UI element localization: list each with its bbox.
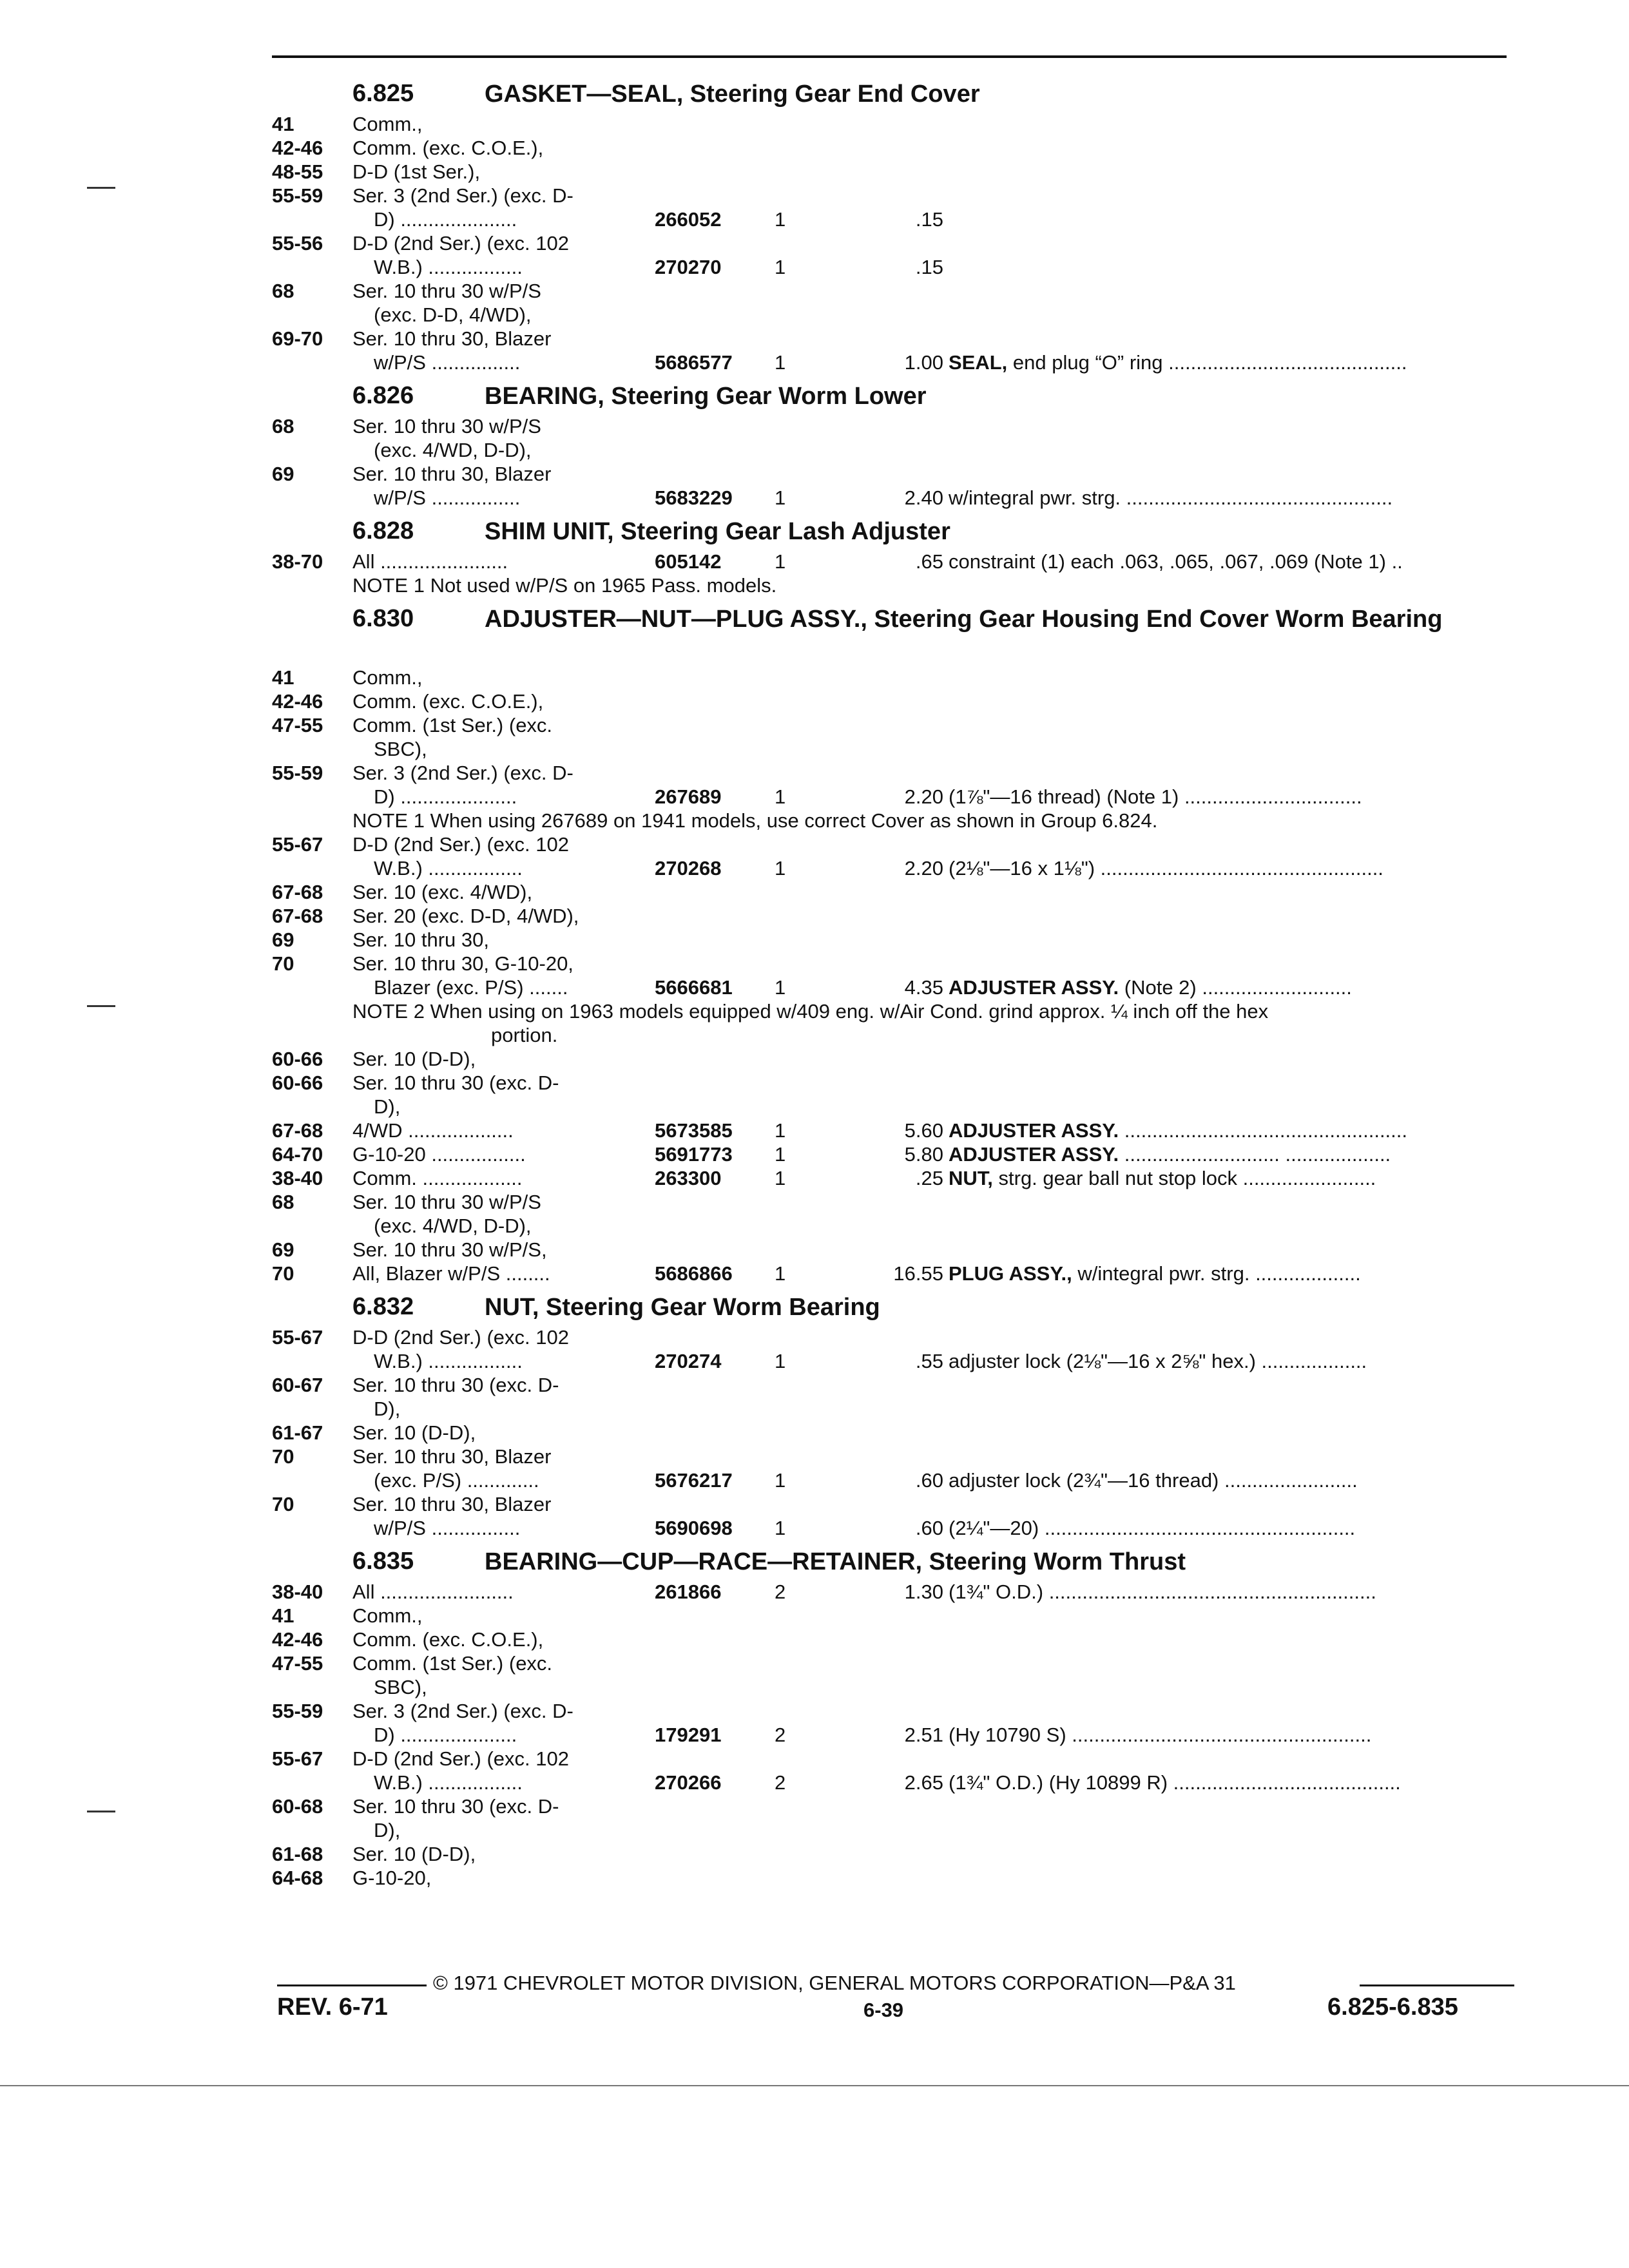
parts-row [272,486,1516,510]
application-description: G-10-20 ................. [352,1143,526,1166]
model-years: 61-68 [272,1843,323,1865]
part-remarks [949,1468,1516,1492]
model-years: 55-67 [272,833,323,856]
remarks-text: (Hy 10790 S) ...................................................... [949,1724,1372,1746]
part-remarks [949,1262,1516,1285]
model-years: 64-70 [272,1143,323,1166]
quantity: 1 [775,976,786,999]
remarks-text: ................................................... [1119,1119,1408,1142]
application-description: Comm. .................. [352,1167,523,1189]
parts-row [272,1747,1516,1771]
parts-row [272,1142,1516,1166]
list-price: 2.20 [904,857,943,879]
model-years: 69-70 [272,327,323,350]
quantity: 1 [775,351,786,374]
quantity: 1 [775,486,786,509]
application-description: (exc. 4/WD, D-D), [374,1215,532,1237]
part-number: 179291 [655,1724,722,1746]
parts-row [272,1166,1516,1190]
application-description: Ser. 10 thru 30, Blazer [352,463,552,485]
part-number: 270266 [655,1771,722,1794]
application-description: D), [374,1819,401,1841]
model-years: 70 [272,952,294,975]
part-name: ADJUSTER ASSY. [949,1119,1119,1142]
model-years: 38-40 [272,1581,323,1603]
footer-section-range: 6.825-6.835 [1327,1994,1458,2021]
parts-row [272,160,1516,184]
parts-row [272,1214,1516,1238]
part-number: 270268 [655,857,722,879]
application-description: w/P/S ................ [374,486,521,509]
model-years: 41 [272,666,294,689]
part-number: 270274 [655,1350,722,1372]
model-years: 68 [272,415,294,437]
model-years: 41 [272,113,294,135]
parts-row [272,462,1516,486]
application-description: Blazer (exc. P/S) ....... [374,976,568,999]
quantity: 1 [775,1469,786,1492]
section-title: BEARING, Steering Gear Worm Lower [485,383,927,410]
parts-row [272,351,1516,374]
quantity: 2 [775,1771,786,1794]
application-description: Comm., [352,666,423,689]
footnote-row [272,1023,1516,1047]
part-remarks [949,785,1516,809]
parts-row [272,1421,1516,1445]
quantity: 1 [775,1262,786,1285]
part-number: 5666681 [655,976,733,999]
list-price: 1.30 [904,1581,943,1603]
parts-row [272,1095,1516,1119]
application-description: Ser. 10 thru 30 (exc. D- [352,1072,559,1094]
part-number: 5691773 [655,1143,733,1166]
model-years: 47-55 [272,714,323,736]
application-description: Ser. 20 (exc. D-D, 4/WD), [352,905,579,927]
remarks-text: (1¾" O.D.) (Hy 10899 R) ......................................... [949,1771,1401,1794]
application-description: D) ..................... [374,785,517,808]
application-description: Ser. 10 (D-D), [352,1843,476,1865]
application-description: Ser. 10 thru 30, Blazer [352,1493,552,1515]
application-description: D), [374,1095,401,1118]
part-number: 5676217 [655,1469,733,1492]
footer-rule-right [1360,1984,1514,1986]
parts-row [272,1628,1516,1651]
list-price: .55 [915,1350,943,1372]
remarks-text: adjuster lock (2¾"—16 thread) ........................ [949,1469,1358,1492]
list-price: 5.60 [904,1119,943,1142]
list-price: .60 [915,1517,943,1539]
quantity: 1 [775,1143,786,1166]
section-header [272,1289,1516,1325]
parts-row [272,550,1516,573]
parts-row [272,1373,1516,1397]
model-years: 48-55 [272,160,323,183]
model-years: 60-67 [272,1374,323,1396]
application-description: D-D (2nd Ser.) (exc. 102 [352,232,569,255]
parts-row [272,279,1516,303]
parts-row [272,1468,1516,1492]
footnote-row [272,999,1516,1023]
footnote-row [272,809,1516,832]
application-description: (exc. D-D, 4/WD), [374,303,532,326]
parts-row [272,1818,1516,1842]
part-name: SEAL, [949,351,1008,374]
application-description: SBC), [374,1676,427,1698]
part-remarks [949,856,1516,880]
application-description: W.B.) ................. [374,1350,523,1372]
list-price: .60 [915,1469,943,1492]
model-years: 41 [272,1604,294,1627]
quantity: 1 [775,550,786,573]
application-description: w/P/S ................ [374,351,521,374]
parts-row [272,713,1516,737]
application-description: All ....................... [352,550,508,573]
margin-tick [87,187,115,189]
part-remarks [949,1349,1516,1373]
section-header [272,601,1516,666]
part-number: 266052 [655,208,722,231]
parts-row [272,1699,1516,1723]
list-price: 1.00 [904,351,943,374]
application-description: Ser. 10 thru 30 (exc. D- [352,1795,559,1818]
application-description: Comm. (1st Ser.) (exc. [352,1652,553,1675]
application-description: Ser. 10 (D-D), [352,1421,476,1444]
parts-row [272,303,1516,327]
model-years: 69 [272,463,294,485]
model-years: 55-67 [272,1326,323,1349]
parts-row [272,1492,1516,1516]
model-years: 67-68 [272,1119,323,1142]
footer-revision: REV. 6-71 [277,1994,388,2021]
list-price: .65 [915,550,943,573]
parts-row [272,1349,1516,1373]
part-number: 263300 [655,1167,722,1189]
section-title: SHIM UNIT, Steering Gear Lash Adjuster [485,518,950,545]
model-years: 42-46 [272,690,323,713]
part-remarks [949,1723,1516,1747]
application-description: Ser. 3 (2nd Ser.) (exc. D- [352,184,574,207]
remarks-text: (2¼"—20) ........................................................ [949,1517,1356,1539]
parts-row [272,666,1516,689]
application-description: W.B.) ................. [374,256,523,278]
section-number: 6.825 [352,80,414,107]
application-description: Ser. 10 thru 30, Blazer [352,327,552,350]
part-remarks [949,1516,1516,1540]
remarks-text: ............................ ................... [1119,1143,1391,1166]
application-description: (exc. P/S) ............. [374,1469,539,1492]
scan-edge-line [0,2085,1629,2086]
parts-row [272,1397,1516,1421]
parts-row [272,689,1516,713]
parts-row [272,1325,1516,1349]
part-name: NUT, [949,1167,993,1189]
part-remarks [949,975,1516,999]
application-description: D), [374,1398,401,1420]
model-years: 67-68 [272,905,323,927]
part-remarks [949,550,1516,573]
parts-row [272,1771,1516,1794]
parts-row [272,928,1516,952]
application-description: Ser. 10 thru 30, G-10-20, [352,952,574,975]
part-remarks [949,351,1516,374]
section-title: NUT, Steering Gear Worm Bearing [485,1294,880,1321]
parts-row [272,136,1516,160]
application-description: Ser. 10 thru 30 w/P/S [352,280,541,302]
remarks-text: (Note 2) ........................... [1119,976,1352,999]
model-years: 42-46 [272,1628,323,1651]
application-description: (exc. 4/WD, D-D), [374,439,532,461]
remarks-text: adjuster lock (2⅛"—16 x 2⅝" hex.) ................... [949,1350,1367,1372]
quantity: 2 [775,1581,786,1603]
parts-row [272,1651,1516,1675]
footer-page-number: 6-39 [863,1999,904,2021]
footnote-text: NOTE 2 When using on 1963 models equipped w/409 eng. w/Air Cond. grind approx. ¼ inch off the hex [352,1000,1269,1023]
parts-row [272,1119,1516,1142]
quantity: 1 [775,1517,786,1539]
application-description: Comm. (exc. C.O.E.), [352,137,544,159]
application-description: Comm. (exc. C.O.E.), [352,1628,544,1651]
list-price: 16.55 [893,1262,943,1285]
application-description: D-D (2nd Ser.) (exc. 102 [352,1747,569,1770]
remarks-text: w/integral pwr. strg. ................................................ [949,486,1393,509]
footer-copyright: © 1971 CHEVROLET MOTOR DIVISION, GENERAL MOTORS CORPORATION—P&A 31 [433,1972,1236,1994]
part-number: 261866 [655,1581,722,1603]
parts-row [272,1604,1516,1628]
model-years: 64-68 [272,1867,323,1889]
list-price: .15 [915,256,943,278]
quantity: 1 [775,857,786,879]
parts-listing [272,72,1516,1890]
application-description: Ser. 10 thru 30, Blazer [352,1445,552,1468]
list-price: 5.80 [904,1143,943,1166]
footnote-row [272,573,1516,597]
model-years: 38-40 [272,1167,323,1189]
parts-row [272,184,1516,207]
parts-row [272,1047,1516,1071]
model-years: 55-56 [272,232,323,255]
model-years: 61-67 [272,1421,323,1444]
model-years: 69 [272,928,294,951]
model-years: 55-59 [272,762,323,784]
part-number: 270270 [655,256,722,278]
quantity: 1 [775,256,786,278]
section-header [272,378,1516,414]
application-description: D-D (2nd Ser.) (exc. 102 [352,833,569,856]
part-number: 5673585 [655,1119,733,1142]
parts-row [272,856,1516,880]
section-number: 6.828 [352,517,414,544]
application-description: Comm. (1st Ser.) (exc. [352,714,553,736]
parts-row [272,832,1516,856]
list-price: 4.35 [904,976,943,999]
model-years: 68 [272,1191,294,1213]
quantity: 1 [775,785,786,808]
list-price: 2.20 [904,785,943,808]
parts-row [272,1866,1516,1890]
part-number: 5686866 [655,1262,733,1285]
remarks-text: strg. gear ball nut stop lock ........................ [992,1167,1376,1189]
model-years: 70 [272,1445,294,1468]
part-number: 605142 [655,550,722,573]
application-description: D) ..................... [374,208,517,231]
part-remarks [949,1142,1516,1166]
application-description: Ser. 3 (2nd Ser.) (exc. D- [352,762,574,784]
application-description: Comm., [352,113,423,135]
quantity: 1 [775,1167,786,1189]
section-number: 6.835 [352,1548,414,1575]
parts-row [272,1190,1516,1214]
parts-row [272,952,1516,975]
margin-tick [87,1005,115,1007]
parts-row [272,737,1516,761]
remarks-text: end plug “O” ring ........................................... [1007,351,1407,374]
application-description: All ........................ [352,1581,514,1603]
margin-tick [87,1811,115,1812]
parts-row [272,1238,1516,1262]
part-number: 267689 [655,785,722,808]
section-number: 6.830 [352,605,414,632]
application-description: w/P/S ................ [374,1517,521,1539]
application-description: D) ..................... [374,1724,517,1746]
parts-row [272,761,1516,785]
section-header [272,1544,1516,1580]
application-description: W.B.) ................. [374,1771,523,1794]
parts-row [272,1071,1516,1095]
footnote-text: portion. [491,1024,558,1046]
part-remarks [949,1771,1516,1794]
parts-row [272,975,1516,999]
parts-row [272,1516,1516,1540]
application-description: Ser. 3 (2nd Ser.) (exc. D- [352,1700,574,1722]
model-years: 55-59 [272,1700,323,1722]
part-number: 5686577 [655,351,733,374]
application-description: Ser. 10 thru 30 (exc. D- [352,1374,559,1396]
remarks-text: (1¾" O.D.) ........................................................... [949,1581,1376,1603]
application-description: All, Blazer w/P/S ........ [352,1262,550,1285]
model-years: 38-70 [272,550,323,573]
application-description: Ser. 10 (exc. 4/WD), [352,881,533,903]
section-header [272,76,1516,112]
list-price: 2.65 [904,1771,943,1794]
model-years: 60-66 [272,1048,323,1070]
model-years: 60-68 [272,1795,323,1818]
model-years: 67-68 [272,881,323,903]
section-header [272,514,1516,550]
section-title: ADJUSTER—NUT—PLUG ASSY., Steering Gear Housing End Cover Worm Bearing [485,606,1443,633]
application-description: Ser. 10 thru 30 w/P/S [352,1191,541,1213]
part-remarks [949,1166,1516,1190]
parts-row [272,327,1516,351]
top-rule [272,55,1507,58]
parts-row [272,904,1516,928]
part-remarks [949,1580,1516,1604]
parts-row [272,1675,1516,1699]
application-description: G-10-20, [352,1867,432,1889]
application-description: Ser. 10 thru 30 w/P/S [352,415,541,437]
part-remarks [949,1119,1516,1142]
application-description: Comm., [352,1604,423,1627]
application-description: SBC), [374,738,427,760]
parts-row [272,880,1516,904]
model-years: 60-66 [272,1072,323,1094]
application-description: Ser. 10 thru 30, [352,928,489,951]
quantity: 1 [775,1119,786,1142]
application-description: Comm. (exc. C.O.E.), [352,690,544,713]
parts-row [272,438,1516,462]
model-years: 42-46 [272,137,323,159]
model-years: 55-67 [272,1747,323,1770]
model-years: 47-55 [272,1652,323,1675]
model-years: 55-59 [272,184,323,207]
parts-row [272,255,1516,279]
parts-row [272,231,1516,255]
application-description: W.B.) ................. [374,857,523,879]
part-number: 5683229 [655,486,733,509]
parts-row [272,1580,1516,1604]
model-years: 69 [272,1238,294,1261]
section-number: 6.832 [352,1293,414,1320]
model-years: 70 [272,1493,294,1515]
part-remarks [949,486,1516,510]
list-price: .25 [915,1167,943,1189]
part-name: PLUG ASSY., [949,1262,1072,1285]
list-price: .15 [915,208,943,231]
list-price: 2.51 [904,1724,943,1746]
parts-row [272,1262,1516,1285]
section-number: 6.826 [352,382,414,409]
application-description: 4/WD ................... [352,1119,514,1142]
application-description: D-D (2nd Ser.) (exc. 102 [352,1326,569,1349]
footnote-text: NOTE 1 When using 267689 on 1941 models, use correct Cover as shown in Group 6.824. [352,809,1158,832]
section-title: BEARING—CUP—RACE—RETAINER, Steering Worm Thrust [485,1548,1186,1575]
remarks-text: w/integral pwr. strg. ................... [1072,1262,1361,1285]
footer-rule-left [277,1984,427,1986]
part-number: 5690698 [655,1517,733,1539]
parts-row [272,1794,1516,1818]
section-title: GASKET—SEAL, Steering Gear End Cover [485,81,980,108]
footnote-text: NOTE 1 Not used w/P/S on 1965 Pass. models. [352,574,777,597]
model-years: 68 [272,280,294,302]
application-description: Ser. 10 thru 30 w/P/S, [352,1238,547,1261]
parts-row [272,1842,1516,1866]
parts-row [272,1445,1516,1468]
parts-row [272,207,1516,231]
parts-row [272,785,1516,809]
parts-row [272,1723,1516,1747]
list-price: 2.40 [904,486,943,509]
remarks-text: (2⅛"—16 x 1⅛") ................................................... [949,857,1383,879]
quantity: 1 [775,1350,786,1372]
remarks-text: (1⅞"—16 thread) (Note 1) ................................ [949,785,1362,808]
part-name: ADJUSTER ASSY. [949,976,1119,999]
application-description: Ser. 10 (D-D), [352,1048,476,1070]
model-years: 70 [272,1262,294,1285]
remarks-text: constraint (1) each .063, .065, .067, .069 (Note 1) .. [949,550,1403,573]
part-name: ADJUSTER ASSY. [949,1143,1119,1166]
quantity: 2 [775,1724,786,1746]
parts-row [272,414,1516,438]
quantity: 1 [775,208,786,231]
parts-row [272,112,1516,136]
application-description: D-D (1st Ser.), [352,160,481,183]
